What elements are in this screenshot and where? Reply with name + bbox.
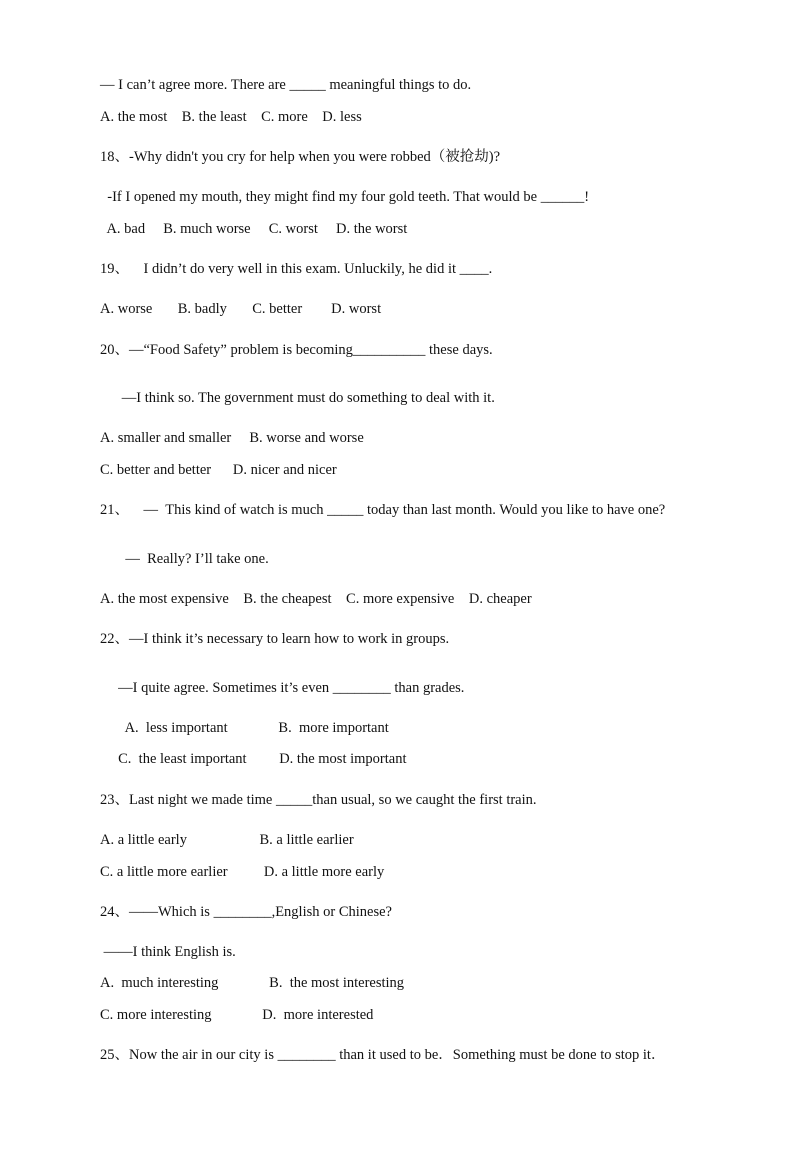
q24-dialogue-answer: ——I think English is. [100,944,236,960]
q22-options-row2: C. the least important D. the most important [100,751,407,767]
q20-question: 20、—“Food Safety” problem is becoming__________ these days. [100,342,493,358]
q18-question: 18、-Why didn't you cry for help when you were robbed（被抢劫)? [100,149,501,165]
q23-question: 23、Last night we made time _____than usual, so we caught the first train. [100,792,537,808]
q23-options-row2: C. a little more earlier D. a little more early [100,864,385,880]
q25-question: 25、Now the air in our city is ________ than it used to be．Something must be done to stop it． [100,1047,666,1063]
q21-dialogue-answer: — Really? I’ll take one. [100,551,269,567]
q24-question: 24、——Which is ________,English or Chinese? [100,904,392,920]
q17-dialogue-answer: — I can’t agree more. There are _____ meaningful things to do. [100,77,472,93]
q17-options: A. the most B. the least C. more D. less [100,109,362,125]
q20-options-row2: C. better and better D. nicer and nicer [100,462,337,478]
q21-options: A. the most expensive B. the cheapest C. more expensive D. cheaper [100,591,532,607]
q24-options-row1: A. much interesting B. the most interesting [100,975,405,991]
q22-dialogue-answer: —I quite agree. Sometimes it’s even ________ than grades. [100,680,465,696]
q22-options-row1: A. less important B. more important [100,720,389,736]
q18-options: A. bad B. much worse C. worst D. the worst [100,221,408,237]
q23-options-row1: A. a little early B. a little earlier [100,832,354,848]
q24-options-row2: C. more interesting D. more interested [100,1007,374,1023]
q20-options-row1: A. smaller and smaller B. worse and worse [100,430,364,446]
q18-dialogue-answer: -If I opened my mouth, they might find my four gold teeth. That would be ______! [100,189,590,205]
q19-options: A. worse B. badly C. better D. worst [100,301,382,317]
q20-dialogue-answer: —I think so. The government must do something to deal with it. [100,390,495,406]
q19-question: 19、 I didn’t do very well in this exam. Unluckily, he did it ____. [100,261,493,277]
q22-question: 22、—I think it’s necessary to learn how to work in groups. [100,631,450,647]
q21-question: 21、 — This kind of watch is much _____ today than last month. Would you like to have one? [100,502,666,518]
